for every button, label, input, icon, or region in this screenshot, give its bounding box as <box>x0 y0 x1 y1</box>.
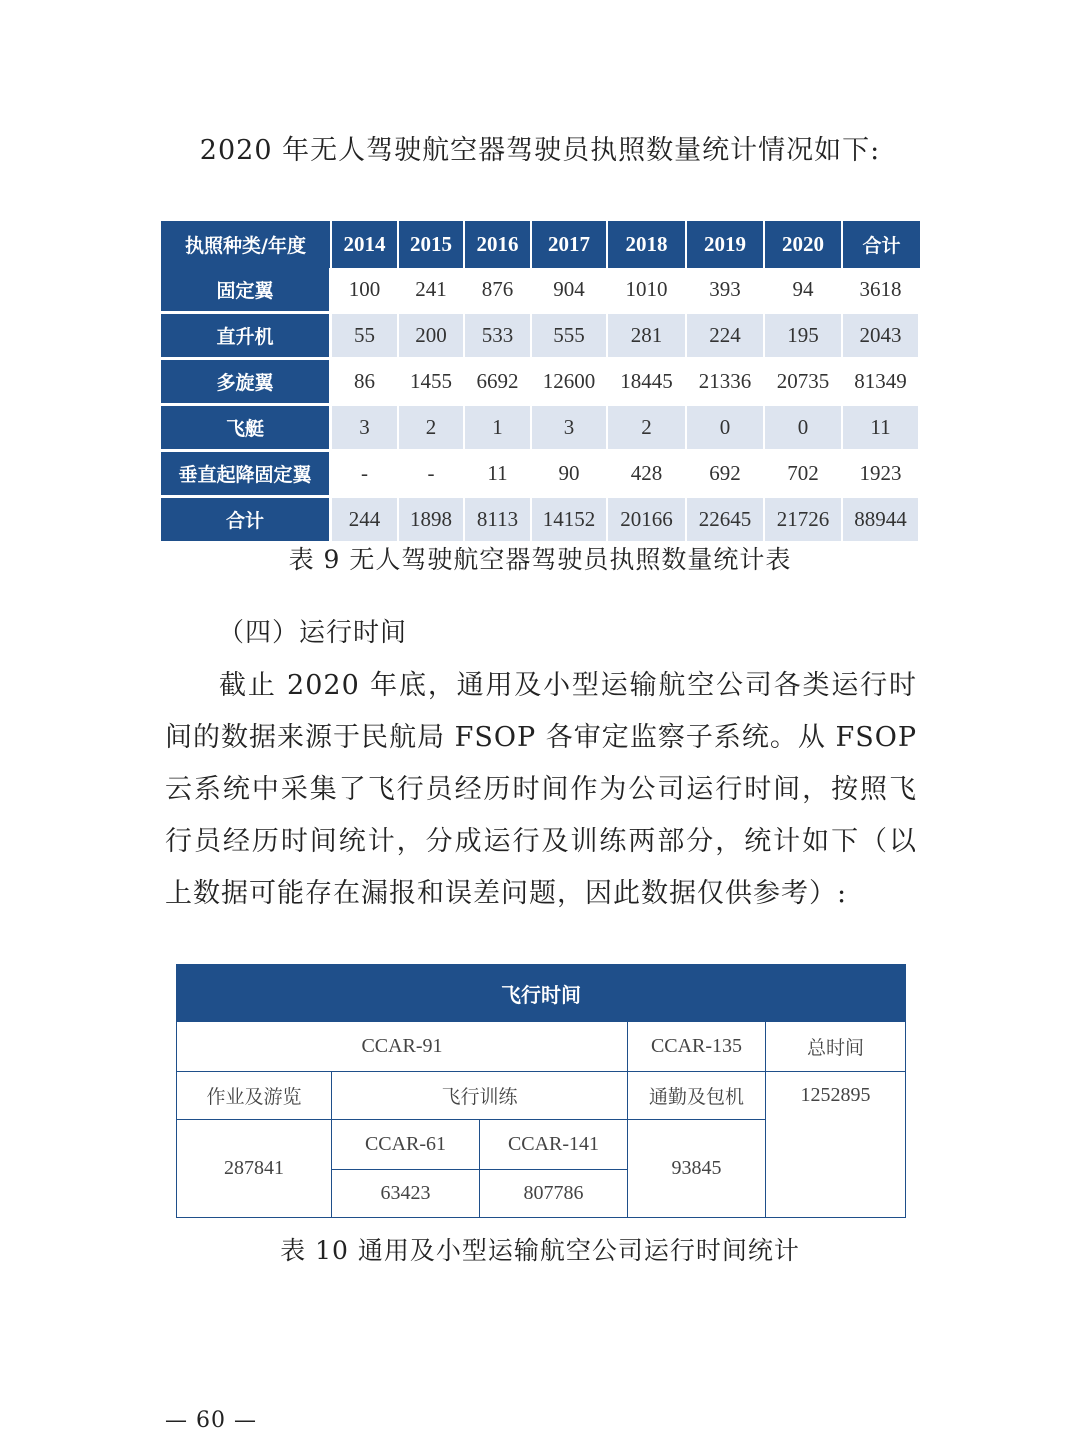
table-cell: 904 <box>532 268 608 314</box>
table-cell: 2 <box>399 406 465 452</box>
table-cell: 11 <box>843 406 920 452</box>
ccar135-header: CCAR-135 <box>628 1022 766 1072</box>
table-cell: 200 <box>399 314 465 360</box>
table-cell: 876 <box>465 268 532 314</box>
table-cell: 195 <box>765 314 843 360</box>
table-cell: 21726 <box>765 498 843 541</box>
row-label: 垂直起降固定翼 <box>161 452 332 498</box>
page-number: — 60 — <box>165 1408 257 1433</box>
ops-header: 作业及游览 <box>177 1072 332 1120</box>
row-label: 飞艇 <box>161 406 332 452</box>
license-stats-table <box>161 221 920 541</box>
table-cell: 533 <box>465 314 532 360</box>
table10-title: 飞行时间 <box>177 965 906 1022</box>
ccar141-header: CCAR-141 <box>480 1120 628 1170</box>
table-cell: 94 <box>765 268 843 314</box>
flight-time-table <box>176 964 906 1218</box>
ccar141-value: 807786 <box>480 1170 628 1218</box>
table-total-row <box>161 498 920 541</box>
table-cell: 555 <box>532 314 608 360</box>
ccar91-header: CCAR-91 <box>177 1022 628 1072</box>
table-cell: 1 <box>465 406 532 452</box>
table-cell: 692 <box>687 452 765 498</box>
table-header-row <box>161 221 920 268</box>
table-cell: 1010 <box>608 268 687 314</box>
row-label: 多旋翼 <box>161 360 332 406</box>
table10-caption: 表 10 通用及小型运输航空公司运行时间统计 <box>280 1236 800 1265</box>
header-cell: 2018 <box>608 221 687 268</box>
table-cell: 3 <box>332 406 399 452</box>
header-cell: 2014 <box>332 221 399 268</box>
header-cell: 2015 <box>399 221 465 268</box>
table-row <box>161 360 920 406</box>
table-cell: 1898 <box>399 498 465 541</box>
header-cell: 2019 <box>687 221 765 268</box>
total-time-value: 1252895 <box>766 1072 906 1218</box>
table-cell: - <box>332 452 399 498</box>
table-row <box>161 268 920 314</box>
page-heading: 2020 年无人驾驶航空器驾驶员执照数量统计情况如下: <box>199 135 881 166</box>
ops-value: 287841 <box>177 1120 332 1218</box>
table-cell: 2 <box>608 406 687 452</box>
header-cell: 合计 <box>843 221 920 268</box>
body-paragraph: 截止 2020 年底，通用及小型运输航空公司各类运行时间的数据来源于民航局 FSOP 各审定监察子系统。从 FSOP 云系统中采集了飞行员经历时间作为公司运行时间，按照飞行员经历时间统计，分成运行及训练两部分，统计如下（以上数据可能存在漏报和误差问题，因此数据仅供参考）: <box>165 670 917 909</box>
table-cell: 1923 <box>843 452 920 498</box>
commute-header: 通勤及包机 <box>628 1072 766 1120</box>
table-cell: 90 <box>532 452 608 498</box>
table-cell: 3618 <box>843 268 920 314</box>
table-cell: 11 <box>465 452 532 498</box>
table-row <box>161 406 920 452</box>
row-label: 合计 <box>161 498 332 541</box>
table-cell: 12600 <box>532 360 608 406</box>
table-cell: 2043 <box>843 314 920 360</box>
table-row <box>161 314 920 360</box>
training-header: 飞行训练 <box>332 1072 628 1120</box>
table-cell: 21336 <box>687 360 765 406</box>
table-cell: 88944 <box>843 498 920 541</box>
table-cell: - <box>399 452 465 498</box>
table-cell: 20735 <box>765 360 843 406</box>
section-heading: （四）运行时间 <box>218 618 408 648</box>
table-cell: 55 <box>332 314 399 360</box>
table-cell: 86 <box>332 360 399 406</box>
table-cell: 3 <box>532 406 608 452</box>
table-cell: 22645 <box>687 498 765 541</box>
commute-value: 93845 <box>628 1120 766 1218</box>
table-cell: 393 <box>687 268 765 314</box>
table-cell: 20166 <box>608 498 687 541</box>
table-cell: 244 <box>332 498 399 541</box>
table-cell: 281 <box>608 314 687 360</box>
header-cell: 2017 <box>532 221 608 268</box>
row-label: 固定翼 <box>161 268 332 314</box>
table-cell: 1455 <box>399 360 465 406</box>
table-cell: 224 <box>687 314 765 360</box>
table-row <box>161 452 920 498</box>
header-cell: 执照种类/年度 <box>161 221 332 268</box>
ccar61-header: CCAR-61 <box>332 1120 480 1170</box>
table-cell: 14152 <box>532 498 608 541</box>
table-cell: 81349 <box>843 360 920 406</box>
table-cell: 241 <box>399 268 465 314</box>
table-cell: 428 <box>608 452 687 498</box>
table-cell: 18445 <box>608 360 687 406</box>
header-cell: 2020 <box>765 221 843 268</box>
table9-caption: 表 9 无人驾驶航空器驾驶员执照数量统计表 <box>288 545 792 574</box>
header-cell: 2016 <box>465 221 532 268</box>
table-cell: 8113 <box>465 498 532 541</box>
table-cell: 0 <box>765 406 843 452</box>
ccar61-value: 63423 <box>332 1170 480 1218</box>
table-cell: 100 <box>332 268 399 314</box>
table-cell: 0 <box>687 406 765 452</box>
row-label: 直升机 <box>161 314 332 360</box>
total-time-header: 总时间 <box>766 1022 906 1072</box>
table-cell: 6692 <box>465 360 532 406</box>
table-cell: 702 <box>765 452 843 498</box>
